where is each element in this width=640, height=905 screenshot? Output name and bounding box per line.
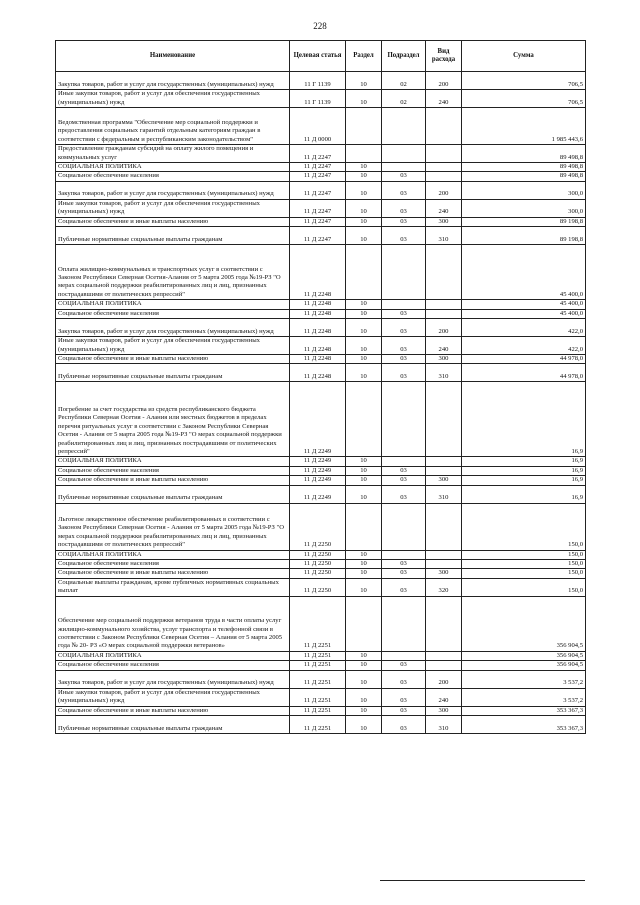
row-amount: 706,5: [462, 72, 586, 90]
row-amount: 89 198,8: [462, 227, 586, 245]
header-name: Наименование: [56, 41, 290, 72]
row-amount: 3 537,2: [462, 670, 586, 688]
row-expense-type: [426, 661, 462, 670]
header-amount: Сумма: [462, 41, 586, 72]
row-article: 11 Д 2251: [290, 596, 346, 651]
row-article: 11 Д 2249: [290, 466, 346, 475]
page-number: 228: [313, 21, 327, 31]
row-article: 11 Д 2248: [290, 300, 346, 309]
row-name: Публичные нормативные социальные выплаты гражданам: [56, 485, 290, 503]
row-name: Социальные выплаты гражданам, кроме публичных нормативных социальных выплат: [56, 578, 290, 596]
row-amount: 356 904,5: [462, 596, 586, 651]
row-amount: 16,9: [462, 485, 586, 503]
row-name: Ведомственная программа "Обеспечение мер социальной поддержки и предоставления социальных гарантий отдельным категориям граждан в соответствии с федеральным и республиканским законодательством": [56, 108, 290, 145]
header-expense-type: Вид расхода: [426, 41, 462, 72]
row-article: 11 Д 2248: [290, 337, 346, 355]
row-article: 11 Д 2248: [290, 319, 346, 337]
row-expense-type: [426, 300, 462, 309]
row-subsection: [382, 300, 426, 309]
row-subsection: [382, 382, 426, 457]
row-article: 11 Д 2247: [290, 181, 346, 199]
row-article: 11 Г 1139: [290, 72, 346, 90]
row-expense-type: [426, 163, 462, 172]
row-amount: 89 498,8: [462, 163, 586, 172]
row-name: Социальное обеспечение и иные выплаты населению: [56, 355, 290, 364]
row-expense-type: 310: [426, 485, 462, 503]
row-article: 11 Д 2249: [290, 457, 346, 466]
row-expense-type: [426, 503, 462, 550]
row-section: 10: [346, 661, 382, 670]
row-name: СОЦИАЛЬНАЯ ПОЛИТИКА: [56, 457, 290, 466]
row-article: 11 Д 2247: [290, 217, 346, 226]
row-section: 10: [346, 319, 382, 337]
row-section: 10: [346, 181, 382, 199]
row-subsection: [382, 145, 426, 163]
row-amount: 89 498,8: [462, 172, 586, 181]
row-name: Предоставление гражданам субсидий на оплату жилого помещения и коммунальных услуг: [56, 145, 290, 163]
row-name: СОЦИАЛЬНАЯ ПОЛИТИКА: [56, 300, 290, 309]
row-amount: 89 498,8: [462, 145, 586, 163]
row-subsection: 03: [382, 337, 426, 355]
bottom-rule: [380, 880, 585, 881]
row-expense-type: [426, 108, 462, 145]
row-section: [346, 503, 382, 550]
row-section: 10: [346, 706, 382, 715]
row-amount: 44 978,0: [462, 364, 586, 382]
row-expense-type: 300: [426, 355, 462, 364]
row-section: 10: [346, 485, 382, 503]
row-amount: 422,0: [462, 337, 586, 355]
row-subsection: [382, 163, 426, 172]
row-section: 10: [346, 476, 382, 485]
row-subsection: [382, 457, 426, 466]
row-subsection: [382, 550, 426, 559]
table-row: [56, 670, 586, 688]
row-subsection: 03: [382, 172, 426, 181]
row-expense-type: 200: [426, 319, 462, 337]
row-subsection: 03: [382, 227, 426, 245]
row-expense-type: 200: [426, 72, 462, 90]
row-amount: 150,0: [462, 569, 586, 578]
budget-table: [55, 40, 586, 734]
row-expense-type: 320: [426, 578, 462, 596]
table-row: [56, 364, 586, 382]
row-subsection: 03: [382, 309, 426, 318]
table-row: [56, 108, 586, 145]
row-section: 10: [346, 688, 382, 706]
row-expense-type: [426, 172, 462, 181]
row-section: 10: [346, 578, 382, 596]
row-name: Социальное обеспечение населения: [56, 466, 290, 475]
row-section: 10: [346, 163, 382, 172]
row-expense-type: [426, 466, 462, 475]
row-article: 11 Д 2251: [290, 651, 346, 660]
row-article: 11 Д 2247: [290, 227, 346, 245]
table-row: [56, 706, 586, 715]
table-row: [56, 661, 586, 670]
row-article: 11 Д 2247: [290, 145, 346, 163]
row-name: Закупка товаров, работ и услуг для государственных (муниципальных) нужд: [56, 72, 290, 90]
row-section: 10: [346, 550, 382, 559]
row-expense-type: [426, 457, 462, 466]
row-article: 11 Д 2247: [290, 172, 346, 181]
row-section: [346, 108, 382, 145]
row-article: 11 Д 2248: [290, 355, 346, 364]
row-section: 10: [346, 90, 382, 108]
row-expense-type: 310: [426, 227, 462, 245]
row-name: Социальное обеспечение населения: [56, 661, 290, 670]
row-subsection: [382, 245, 426, 300]
row-article: 11 Д 2249: [290, 476, 346, 485]
table-row: [56, 227, 586, 245]
row-subsection: 03: [382, 217, 426, 226]
row-name: Публичные нормативные социальные выплаты гражданам: [56, 364, 290, 382]
row-amount: 16,9: [462, 382, 586, 457]
row-section: 10: [346, 337, 382, 355]
row-name: Закупка товаров, работ и услуг для государственных (муниципальных) нужд: [56, 670, 290, 688]
row-name: Социальное обеспечение населения: [56, 309, 290, 318]
row-section: 10: [346, 560, 382, 569]
table-row: [56, 716, 586, 734]
row-subsection: 03: [382, 578, 426, 596]
row-name: Закупка товаров, работ и услуг для государственных (муниципальных) нужд: [56, 181, 290, 199]
row-amount: 16,9: [462, 476, 586, 485]
row-article: 11 Д 2250: [290, 503, 346, 550]
row-article: 11 Д 2249: [290, 382, 346, 457]
row-section: [346, 245, 382, 300]
row-article: 11 Д 2247: [290, 163, 346, 172]
row-article: 11 Д 2248: [290, 309, 346, 318]
row-amount: 356 904,5: [462, 661, 586, 670]
row-subsection: 03: [382, 319, 426, 337]
row-article: 11 Д 2249: [290, 485, 346, 503]
table-row: [56, 476, 586, 485]
row-expense-type: 240: [426, 90, 462, 108]
row-expense-type: 310: [426, 716, 462, 734]
row-name: Иные закупки товаров, работ и услуг для обеспечения государственных (муниципальных) нужд: [56, 90, 290, 108]
row-section: [346, 145, 382, 163]
table-row: [56, 596, 586, 651]
row-subsection: [382, 651, 426, 660]
row-section: 10: [346, 227, 382, 245]
row-subsection: 02: [382, 90, 426, 108]
row-section: 10: [346, 569, 382, 578]
row-amount: 45 400,0: [462, 309, 586, 318]
row-subsection: 03: [382, 355, 426, 364]
table-row: [56, 337, 586, 355]
row-name: Публичные нормативные социальные выплаты гражданам: [56, 716, 290, 734]
row-expense-type: 300: [426, 476, 462, 485]
row-name: Иные закупки товаров, работ и услуг для обеспечения государственных (муниципальных) нужд: [56, 688, 290, 706]
table-row: [56, 578, 586, 596]
table-row: [56, 560, 586, 569]
row-name: Социальное обеспечение и иные выплаты населению: [56, 706, 290, 715]
row-name: Иные закупки товаров, работ и услуг для обеспечения государственных (муниципальных) нужд: [56, 337, 290, 355]
row-amount: 45 400,0: [462, 245, 586, 300]
row-article: 11 Г 1139: [290, 90, 346, 108]
table-row: [56, 309, 586, 318]
row-name: Социальное обеспечение и иные выплаты населению: [56, 217, 290, 226]
row-article: 11 Д 2251: [290, 670, 346, 688]
table-row: [56, 199, 586, 217]
row-amount: 16,9: [462, 466, 586, 475]
row-section: 10: [346, 716, 382, 734]
row-expense-type: 200: [426, 670, 462, 688]
row-name: Социальное обеспечение населения: [56, 560, 290, 569]
table-row: [56, 72, 586, 90]
table-row: [56, 90, 586, 108]
row-expense-type: 300: [426, 706, 462, 715]
table-row: [56, 550, 586, 559]
row-subsection: 03: [382, 199, 426, 217]
row-amount: 150,0: [462, 560, 586, 569]
row-subsection: 03: [382, 476, 426, 485]
row-subsection: 03: [382, 466, 426, 475]
row-amount: 356 904,5: [462, 651, 586, 660]
row-name: Погребение за счет государства из средств республиканского бюджета Республики Северная Осетия - Алания или местных бюджетов в пределах перечня ритуальных услуг в соответствии с Законом Республики Северная Осетия - Алания от 5 марта 2005 года №19-РЗ "О мерах социальной поддержки реабилитированных лиц и лиц, признанных пострадавшими от политических репрессий": [56, 382, 290, 457]
table-row: [56, 172, 586, 181]
row-expense-type: 240: [426, 199, 462, 217]
row-amount: 16,9: [462, 457, 586, 466]
row-name: Публичные нормативные социальные выплаты гражданам: [56, 227, 290, 245]
row-article: 11 Д 2250: [290, 569, 346, 578]
row-expense-type: 300: [426, 217, 462, 226]
row-name: СОЦИАЛЬНАЯ ПОЛИТИКА: [56, 651, 290, 660]
row-article: 11 Д 2250: [290, 560, 346, 569]
table-row: [56, 163, 586, 172]
row-article: 11 Д 2248: [290, 245, 346, 300]
row-subsection: 03: [382, 181, 426, 199]
row-expense-type: 200: [426, 181, 462, 199]
row-expense-type: [426, 651, 462, 660]
row-section: 10: [346, 217, 382, 226]
row-article: 11 Д 2247: [290, 199, 346, 217]
row-name: Социальное обеспечение и иные выплаты населению: [56, 569, 290, 578]
row-subsection: [382, 108, 426, 145]
row-article: 11 Д 2251: [290, 716, 346, 734]
row-expense-type: [426, 560, 462, 569]
row-expense-type: 240: [426, 337, 462, 355]
row-subsection: 02: [382, 72, 426, 90]
row-article: 11 Д 2248: [290, 364, 346, 382]
row-name: Закупка товаров, работ и услуг для государственных (муниципальных) нужд: [56, 319, 290, 337]
table-row: [56, 181, 586, 199]
row-name: Обеспечение мер социальной поддержки ветеранов труда в части оплаты услуг жилищно-коммунального хозяйства, услуг транспорта и телефонной связи в соответствии с Законом Республики Северная Осетия – Алания от 5 марта 2005 года № 20- РЗ «О мерах социальной поддержки ветеранов»: [56, 596, 290, 651]
table-row: [56, 503, 586, 550]
table-row: [56, 300, 586, 309]
row-expense-type: [426, 382, 462, 457]
row-section: 10: [346, 300, 382, 309]
table-row: [56, 319, 586, 337]
row-expense-type: [426, 145, 462, 163]
row-subsection: 03: [382, 661, 426, 670]
table-row: [56, 217, 586, 226]
row-amount: 3 537,2: [462, 688, 586, 706]
row-amount: 300,0: [462, 181, 586, 199]
row-subsection: 03: [382, 560, 426, 569]
row-amount: 45 400,0: [462, 300, 586, 309]
table-row: [56, 457, 586, 466]
row-subsection: 03: [382, 485, 426, 503]
row-amount: 353 367,3: [462, 716, 586, 734]
row-section: [346, 596, 382, 651]
table-row: [56, 569, 586, 578]
row-expense-type: [426, 596, 462, 651]
row-section: 10: [346, 670, 382, 688]
header-subsection: Подраздел: [382, 41, 426, 72]
table-row: [56, 688, 586, 706]
row-name: СОЦИАЛЬНАЯ ПОЛИТИКА: [56, 163, 290, 172]
row-expense-type: 240: [426, 688, 462, 706]
row-section: 10: [346, 355, 382, 364]
table-row: [56, 145, 586, 163]
row-section: 10: [346, 457, 382, 466]
row-expense-type: [426, 550, 462, 559]
table-row: [56, 245, 586, 300]
row-section: 10: [346, 199, 382, 217]
row-name: Социальное обеспечение населения: [56, 172, 290, 181]
row-subsection: 03: [382, 706, 426, 715]
row-expense-type: [426, 309, 462, 318]
row-section: 10: [346, 72, 382, 90]
row-amount: 150,0: [462, 503, 586, 550]
row-article: 11 Д 2251: [290, 706, 346, 715]
row-amount: 1 985 443,6: [462, 108, 586, 145]
row-section: 10: [346, 364, 382, 382]
table-row: [56, 485, 586, 503]
row-name: СОЦИАЛЬНАЯ ПОЛИТИКА: [56, 550, 290, 559]
table-row: [56, 382, 586, 457]
row-amount: 89 198,8: [462, 217, 586, 226]
row-section: [346, 382, 382, 457]
row-section: 10: [346, 651, 382, 660]
table-row: [56, 355, 586, 364]
row-subsection: 03: [382, 364, 426, 382]
header-article: Целевая статья: [290, 41, 346, 72]
row-subsection: [382, 596, 426, 651]
table-row: [56, 651, 586, 660]
header-section: Раздел: [346, 41, 382, 72]
row-expense-type: 310: [426, 364, 462, 382]
row-subsection: 03: [382, 688, 426, 706]
row-name: Иные закупки товаров, работ и услуг для обеспечения государственных (муниципальных) нужд: [56, 199, 290, 217]
row-section: 10: [346, 309, 382, 318]
row-amount: 150,0: [462, 578, 586, 596]
row-amount: 44 978,0: [462, 355, 586, 364]
row-name: Социальное обеспечение и иные выплаты населению: [56, 476, 290, 485]
row-name: Оплата жилищно-коммунальных и транспортных услуг в соответствии с Законом Республики Северная Осетия-Алания от 5 марта 2005 года №19-РЗ "О мерах социальной поддержки реабилитированных лиц и лиц, признанных пострадавшими от политических репрессий": [56, 245, 290, 300]
row-name: Льготное лекарственное обеспечение реабилитированных в соответствии с Законом Республики Северная Осетия - Алания от 5 марта 2005 года №19-РЗ "О мерах социальной поддержки реабилитированных лиц и лиц, признанных пострадавшими от политических репрессий": [56, 503, 290, 550]
row-amount: 422,0: [462, 319, 586, 337]
row-amount: 300,0: [462, 199, 586, 217]
row-subsection: 03: [382, 670, 426, 688]
row-subsection: 03: [382, 716, 426, 734]
row-amount: 150,0: [462, 550, 586, 559]
row-subsection: [382, 503, 426, 550]
row-expense-type: [426, 245, 462, 300]
header-row: [56, 41, 586, 72]
row-article: 11 Д 2250: [290, 578, 346, 596]
row-amount: 706,5: [462, 90, 586, 108]
row-article: 11 Д 2251: [290, 661, 346, 670]
table-row: [56, 466, 586, 475]
row-section: 10: [346, 172, 382, 181]
row-expense-type: 300: [426, 569, 462, 578]
row-article: 11 Д 0000: [290, 108, 346, 145]
row-section: 10: [346, 466, 382, 475]
row-amount: 353 367,3: [462, 706, 586, 715]
row-subsection: 03: [382, 569, 426, 578]
row-article: 11 Д 2251: [290, 688, 346, 706]
row-article: 11 Д 2250: [290, 550, 346, 559]
